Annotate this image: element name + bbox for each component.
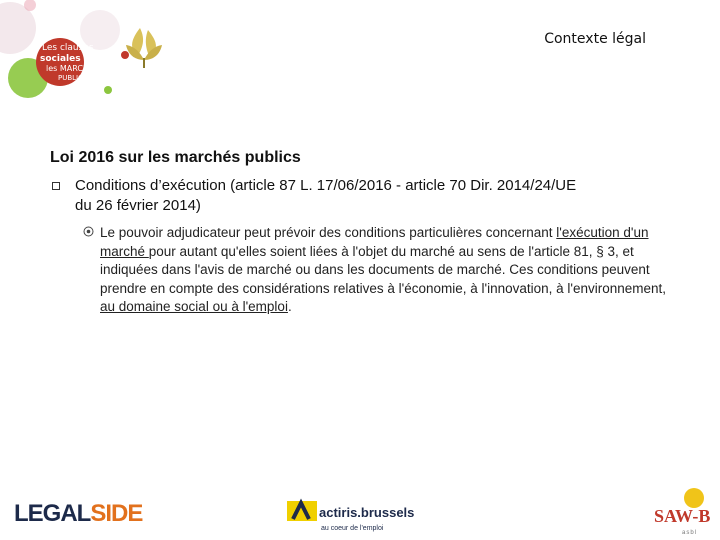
actiris-name: actiris.brussels [319,505,415,520]
level2-part2: pour autant qu'elles soient liées à l'objet du marché au sens de l'article 81, § 3, et indiquées dans l'avis de marché ou dans les documents de marché. Ces conditions peuvent prendre en compte des considérations relatives à l'économie, à l'innovation, à l'environnement, [100,243,667,296]
circle-bullet-icon [83,226,94,237]
actiris-logo [287,497,437,537]
bullet-level-2-text [100,224,678,317]
logo-line-1: Les clauses [42,43,94,53]
saw-b-sub: asbl [682,530,698,536]
legalside-legal: LEGAL [14,500,91,527]
level2-part1: Le pouvoir adjudicateur peut prévoir des conditions particulières concernant [100,225,557,240]
bullet-level-1-text [75,176,692,216]
logo-line-3: les MARCHÉS [46,64,100,73]
square-bullet-icon [52,182,60,190]
bullet-level-1 [52,176,692,216]
slide-title: Contexte légal [544,31,646,47]
level2-underline1: l'exécution d'un marché [100,225,649,259]
logo-corner [0,0,235,105]
logo-line-2: sociales dans [40,54,108,64]
logo-line-4: PUBLICS [58,74,88,82]
bullet-level-2 [83,224,678,317]
level2-part3: . [287,299,292,315]
section-heading: Loi 2016 sur les marchés publics [50,149,301,166]
saw-b-logo [652,484,718,538]
level2-underline2: au domaine social ou à l'emploi [100,299,288,315]
actiris-tagline: au coeur de l'emploi [321,525,384,532]
level1-line2: du 26 février 2014) [75,197,201,214]
legalside-side: SIDE [90,500,143,527]
level1-line1: Conditions d’exécution (article 87 L. 17/06/2016 - article 70 Dir. 2014/24/UE [75,177,577,194]
legalside-logo [14,500,142,528]
saw-b-name: SAW-B [654,506,711,526]
